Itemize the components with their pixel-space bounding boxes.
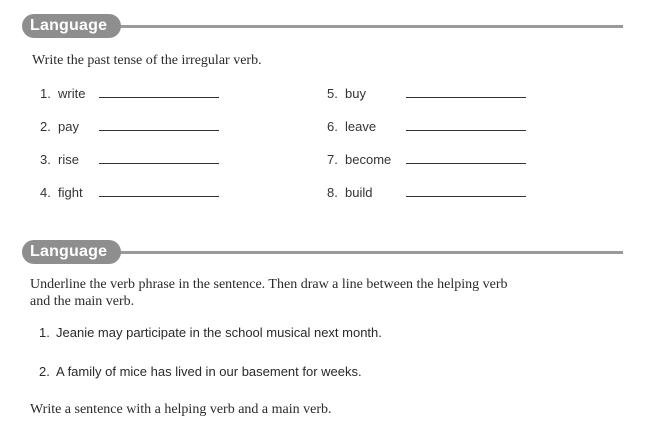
- verb-item-word: become: [345, 151, 392, 167]
- verb-item-7: [327, 150, 392, 168]
- verb-item-3: [40, 150, 98, 168]
- verb-item-2: [40, 117, 98, 135]
- sentence-item-1: [39, 325, 382, 340]
- section-2-header-label: Language: [22, 240, 121, 264]
- verb-item-number: 6.: [327, 118, 338, 134]
- sentence-text[interactable]: A family of mice has lived in our basement for weeks.: [56, 364, 362, 379]
- verb-item-word: build: [345, 184, 373, 200]
- section-2-header: [22, 240, 623, 264]
- verb-item-number: 1.: [40, 85, 51, 101]
- verb-item-word: rise: [58, 151, 79, 167]
- verb-item-8: [327, 183, 385, 201]
- section-2-header-rule: [102, 251, 623, 254]
- sentence-item-2: [39, 364, 362, 379]
- section-1-header-label: Language: [22, 14, 121, 38]
- answer-blank[interactable]: [406, 97, 526, 98]
- answer-blank[interactable]: [406, 163, 526, 164]
- verb-item-word: write: [58, 85, 86, 101]
- verb-item-number: 3.: [40, 151, 51, 167]
- verb-item-1: [40, 84, 98, 102]
- section-2-instruction-line-1: Underline the verb phrase in the sentence. Then draw a line between the helping verb: [30, 277, 508, 292]
- verb-item-word: fight: [58, 184, 83, 200]
- section-1-instruction: Write the past tense of the irregular verb.: [32, 53, 262, 68]
- verb-item-number: 7.: [327, 151, 338, 167]
- section-2-instruction-line-2: and the main verb.: [30, 294, 135, 309]
- verb-item-word: pay: [58, 118, 79, 134]
- verb-item-word: buy: [345, 85, 366, 101]
- verb-item-number: 4.: [40, 184, 51, 200]
- answer-blank[interactable]: [99, 97, 219, 98]
- verb-item-number: 2.: [40, 118, 51, 134]
- verb-item-word: leave: [345, 118, 377, 134]
- verb-item-6: [327, 117, 385, 135]
- sentence-number: 1.: [39, 325, 50, 340]
- verb-item-4: [40, 183, 98, 201]
- verb-item-number: 8.: [327, 184, 338, 200]
- final-instruction: Write a sentence with a helping verb and a main verb.: [30, 402, 332, 417]
- verb-item-number: 5.: [327, 85, 338, 101]
- answer-blank[interactable]: [406, 130, 526, 131]
- sentence-text[interactable]: Jeanie may participate in the school musical next month.: [56, 325, 382, 340]
- answer-blank[interactable]: [406, 196, 526, 197]
- sentence-number: 2.: [39, 364, 50, 379]
- verb-item-5: [327, 84, 385, 102]
- answer-blank[interactable]: [99, 196, 219, 197]
- section-1-header: [22, 14, 623, 38]
- answer-blank[interactable]: [99, 130, 219, 131]
- answer-blank[interactable]: [99, 163, 219, 164]
- section-1-header-rule: [102, 25, 623, 28]
